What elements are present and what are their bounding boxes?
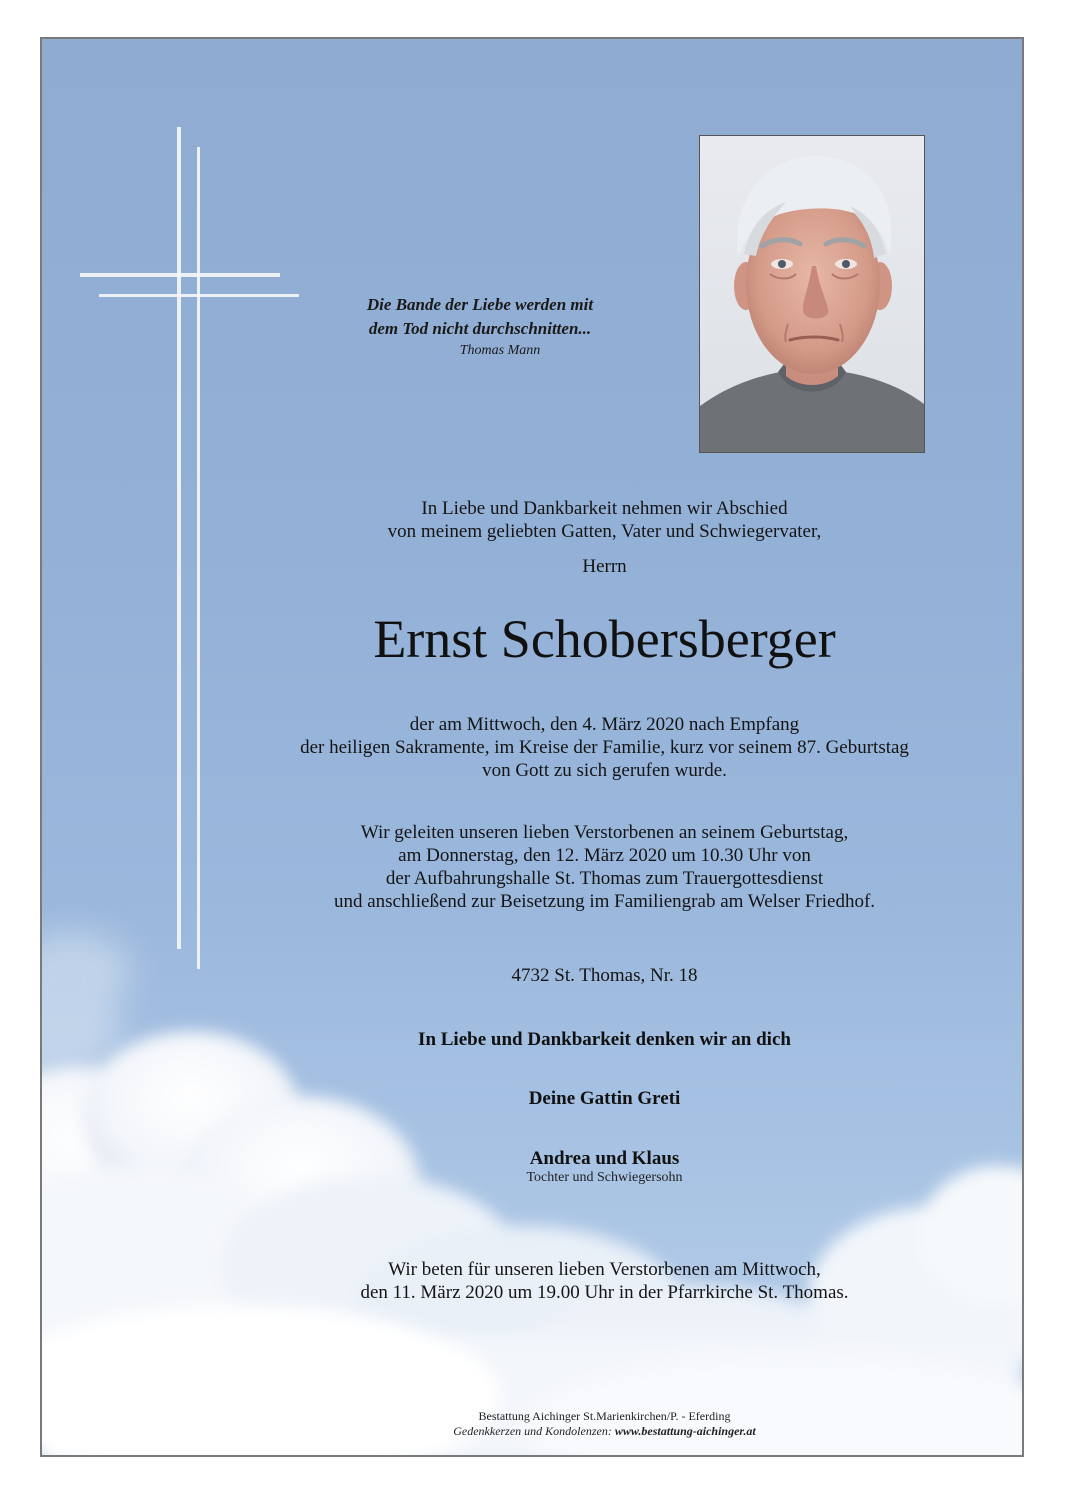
portrait-illustration [700,136,924,452]
quote-line-2: dem Tod nicht durchschnitten... [368,319,592,338]
portrait-photo [699,135,925,453]
quote-line-1: Die Bande der Liebe werden mit [366,295,594,314]
prayer-line-1: Wir beten für unseren lieben Verstorbenen am Mittwoch, [388,1259,821,1280]
funeral-line-1: Wir geleiten unseren lieben Verstorbenen an seinem Geburtstag, [360,822,849,843]
prayer-line-2: den 11. März 2020 um 19.00 Uhr in der Pfarrkirche St. Thomas. [360,1282,849,1303]
deceased-name: Ernst Schobersberger [373,609,836,669]
mourner-children-relation: Tochter und Schwiegersohn [526,1170,683,1185]
mourner-spouse: Deine Gattin Greti [528,1088,681,1109]
funeral-line-2: am Donnerstag, den 12. März 2020 um 10.30 Uhr von [398,845,811,866]
cross-vertical-2 [197,147,200,969]
cross-horizontal-1 [80,273,280,277]
quote [322,293,638,360]
footer-undertaker: Bestattung Aichinger St.Marienkirchen/P. - Eferding [478,1409,731,1423]
prayer-notice [212,1258,997,1304]
obituary-card [40,37,1024,1457]
funeral-notice [212,821,997,913]
footer-condolence [212,1424,997,1439]
cross-horizontal-2 [99,294,299,297]
remembrance-line: In Liebe und Dankbarkeit denken wir an dich [418,1029,791,1050]
death-notice-line-2: der heiligen Sakramente, im Kreise der Familie, kurz vor seinem 87. Geburtstag [300,737,909,758]
death-notice-line-1: der am Mittwoch, den 4. März 2020 nach Empfang [409,714,800,735]
footer-condolence-label: Gedenkkerzen und Kondolenzen: [453,1424,612,1438]
footer [212,1409,997,1439]
cross-vertical-1 [177,127,181,949]
funeral-line-4: und anschließend zur Beisetzung im Familiengrab am Welser Friedhof. [333,891,876,912]
death-notice [212,713,997,782]
mourner-children: Andrea und Klaus [529,1148,680,1169]
funeral-line-3: der Aufbahrungshalle St. Thomas zum Trauergottesdienst [385,868,824,889]
death-notice-line-3: von Gott zu sich gerufen wurde. [482,760,727,781]
intro-line-2: von meinem geliebten Gatten, Vater und Schwiegervater, [387,521,822,542]
quote-author: Thomas Mann [459,343,541,358]
intro-line-1: In Liebe und Dankbarkeit nehmen wir Abschied [421,498,788,519]
intro-text [212,497,997,543]
salutation: Herrn [582,556,627,577]
footer-website-link[interactable]: www.bestattung-aichinger.at [614,1424,756,1438]
address: 4732 St. Thomas, Nr. 18 [511,965,698,986]
